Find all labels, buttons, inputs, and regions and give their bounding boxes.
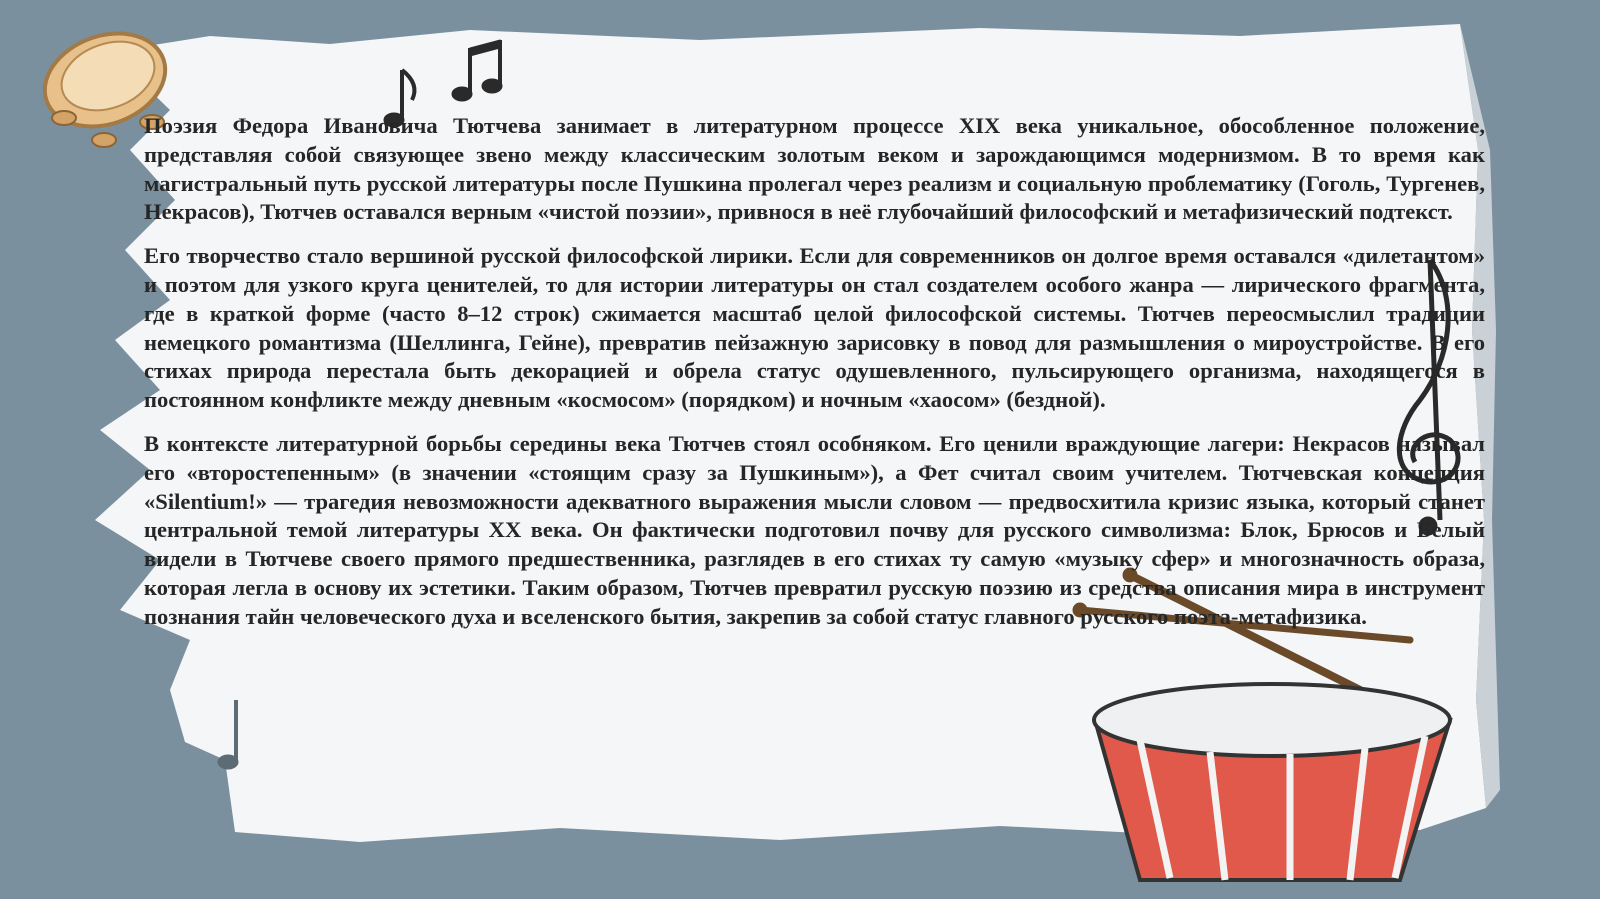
paragraph-2: Его творчество стало вершиной русской философской лирики. Если для современников он долгое время оставался «дилетантом» и поэтом для узкого круга ценителей, то для истории литературы он стал создателем особого жанра — лирического фрагмента, где в краткой форме (часто 8–12 строк) сжимается масштаб целой философской системы. Тютчев переосмыслил традиции немецкого романтизма (Шеллинга, Гейне), превратив пейзажную зарисовку в повод для размышления о мироустройстве. В его стихах природа перестала быть декорацией и обрела статус одушевленного, пульсирующего организма, находящегося в постоянном конфликте между дневным «космосом» (порядком) и ночным «хаосом» (бездной). (144, 243, 1485, 413)
paragraph-3: В контексте литературной борьбы середины века Тютчев стоял особняком. Его ценили враждующие лагери: Некрасов называл его «второстепенным» (в значении «стоящим сразу за Пушкиным»), а Фет считал своим учителем. Тютчевская концепция «Silentium!» — трагедия невозможности адекватного выражения мысли словом — предвосхитила кризис языка, который станет центральной темой литературы XX века. Он фактически подготовил почву для русского символизма: Блок, Брюсов и Белый видели в Тютчеве своего прямого предшественника, разглядев в его стихах ту самую «музыку сфер» и многозначность образа, которая легла в основу их эстетики. Таким образом, Тютчев превратил русскую поэзию из средства описания мира в инструмент познания тайн человеческого духа и вселенского бытия, закрепив за собой статус главного русского поэта-метафизика. (144, 430, 1485, 629)
paragraph-1: Поэзия Федора Ивановича Тютчева занимает в литературном процессе XIX века уникальное, обособленное положение, представляя собой связующее звено между классическим золотым веком и зарождающимся модернизмом. В то время как магистральный путь русской литературы после Пушкина пролегал через реализм и социальную проблематику (Гоголь, Тургенев, Некрасов), Тютчев оставался верным «чистой поэзии», привнося в неё глубочайший философский и метафизический подтекст. (144, 113, 1485, 225)
main-text (144, 112, 1485, 647)
drum-icon (1094, 684, 1450, 880)
